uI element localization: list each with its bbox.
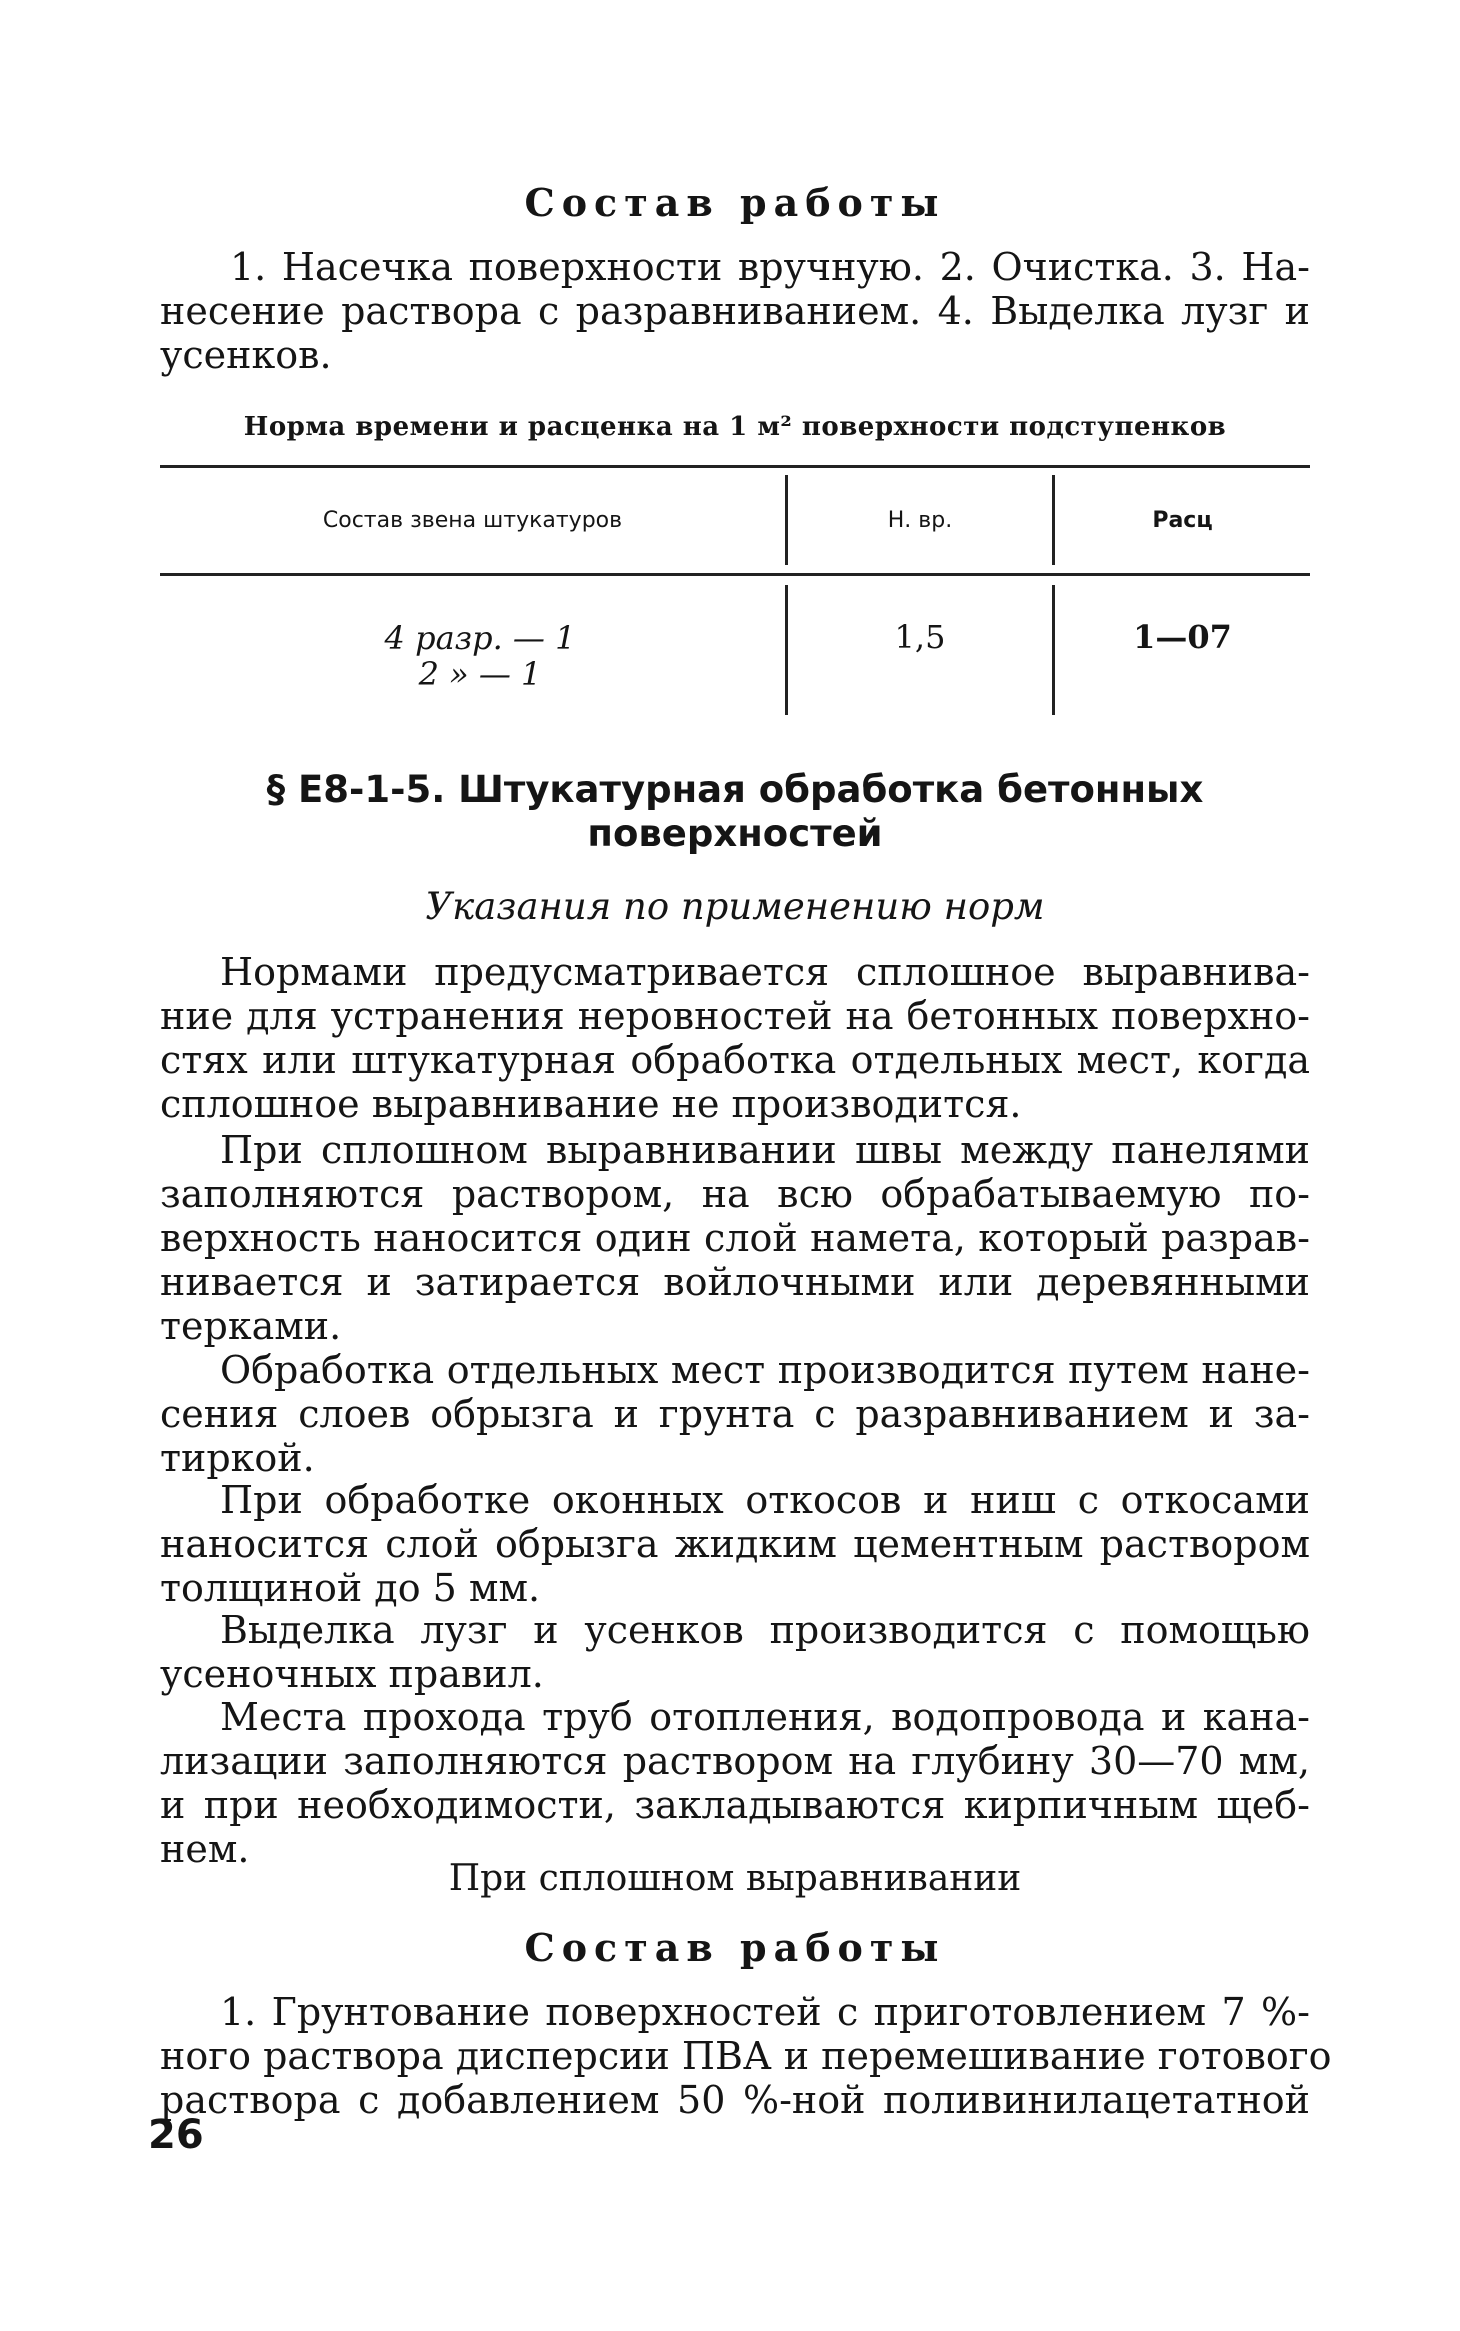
text-line: ного раствора дисперсии ПВА и перемешивание готового xyxy=(160,2034,1332,2078)
paragraph xyxy=(160,1695,1310,1871)
text-line: и при необходимости, закладываются кирпичным щеб- xyxy=(160,1783,1310,1827)
table-cell-time-norm: 1,5 xyxy=(894,618,946,656)
text-line: усенков. xyxy=(160,333,332,377)
table-header-crew: Состав звена штукатуров xyxy=(322,508,623,533)
text-line: раствора с добавлением 50 %-ной поливинилацетатной xyxy=(160,2078,1310,2122)
text-line: усеночных правил. xyxy=(160,1652,544,1696)
text-line: При сплошном выравнивании швы между панелями xyxy=(220,1128,1310,1172)
crew-line: 4 разр. — 1 xyxy=(384,619,576,657)
text-line: Обработка отдельных мест производится путем нане- xyxy=(220,1348,1310,1392)
text-line: 1. Насечка поверхности вручную. 2. Очистка. 3. На- xyxy=(230,245,1310,289)
text-line: толщиной до 5 мм. xyxy=(160,1566,541,1610)
text-line: Выделка лузг и усенков производится с помощью xyxy=(220,1608,1310,1652)
section-title-line: § Е8-1-5. Штукатурная обработка бетонных xyxy=(266,768,1204,811)
page-number: 26 xyxy=(148,2112,204,2158)
text-line: нем. xyxy=(160,1827,250,1871)
text-line: терками. xyxy=(160,1304,342,1348)
section-title-line: поверхностей xyxy=(587,812,883,855)
subheading: При сплошном выравнивании xyxy=(448,1858,1022,1899)
text-line: заполняются раствором, на всю обрабатываемую по- xyxy=(160,1172,1310,1216)
text-line: несение раствора с разравниванием. 4. Выделка лузг и xyxy=(160,289,1310,333)
table-caption: Норма времени и расценка на 1 м² поверхности подступенков xyxy=(243,412,1227,442)
table-cell-crew xyxy=(340,620,620,692)
section-subtitle: Указания по применению норм xyxy=(425,885,1045,928)
text-line: Места прохода труб отопления, водопровода и кана- xyxy=(220,1695,1310,1739)
text-line: При обработке оконных откосов и ниш с откосами xyxy=(220,1478,1310,1522)
paragraph xyxy=(160,1348,1310,1480)
composition-paragraph xyxy=(160,1990,1332,2122)
section-heading-composition: Состав работы xyxy=(524,180,946,225)
text-line: наносится слой обрызга жидким цементным раствором xyxy=(160,1522,1310,1566)
table-cell-rate: 1—07 xyxy=(1133,618,1232,656)
paragraph xyxy=(160,950,1310,1126)
text-line: сения слоев обрызга и грунта с разравниванием и за- xyxy=(160,1392,1310,1436)
crew-line: 2 » — 1 xyxy=(418,655,542,693)
text-line: тиркой. xyxy=(160,1436,315,1480)
text-line: лизации заполняются раствором на глубину 30—70 мм, xyxy=(160,1739,1310,1783)
table-header-rule xyxy=(160,573,1310,576)
paragraph xyxy=(160,1128,1310,1348)
text-line: стях или штукатурная обработка отдельных мест, когда xyxy=(160,1038,1310,1082)
text-line: ние для устранения неровностей на бетонных поверхно- xyxy=(160,994,1310,1038)
text-line: верхность наносится один слой намета, который разрав- xyxy=(160,1216,1310,1260)
text-line: 1. Грунтование поверхностей с приготовлением 7 %- xyxy=(220,1990,1310,2034)
paragraph xyxy=(160,1478,1310,1610)
section-title xyxy=(160,768,1310,856)
text-line: Нормами предусматривается сплошное выравнива- xyxy=(220,950,1310,994)
table-top-rule xyxy=(160,465,1310,468)
paragraph xyxy=(160,1608,1310,1696)
table-header-rate: Расц xyxy=(1152,508,1213,533)
composition-paragraph xyxy=(160,245,1310,377)
section-heading-composition: Состав работы xyxy=(524,1925,946,1970)
table-header-time-norm: Н. вр. xyxy=(887,508,953,533)
text-line: нивается и затирается войлочными или деревянными xyxy=(160,1260,1310,1304)
text-line: сплошное выравнивание не производится. xyxy=(160,1082,1022,1126)
